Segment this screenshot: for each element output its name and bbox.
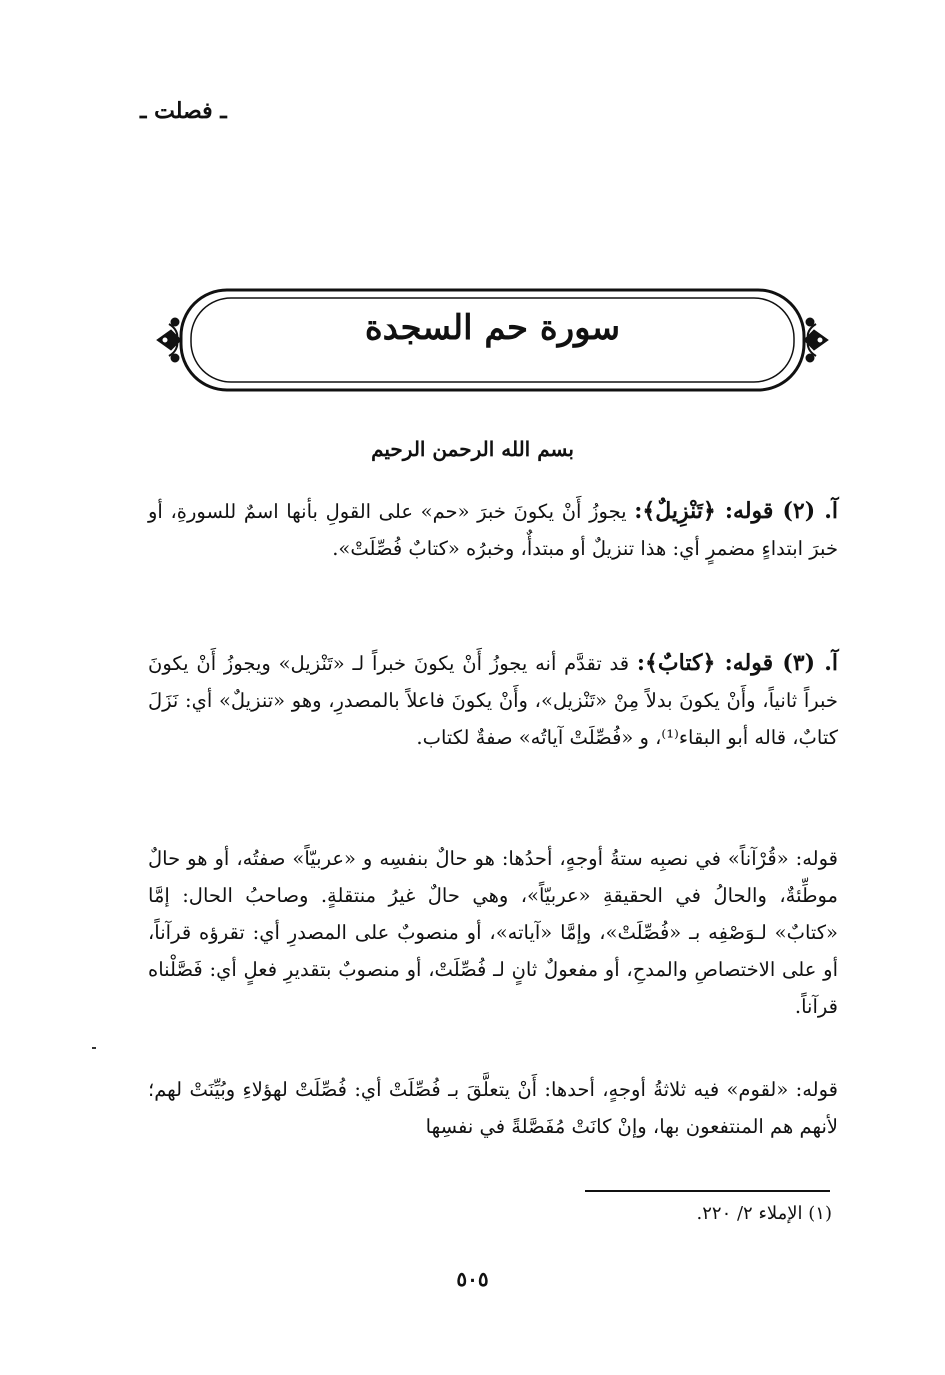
surah-title: سورة حم السجدة (364, 308, 621, 348)
paragraph-quranan (148, 840, 838, 1025)
paragraph-verse-2 (148, 493, 838, 567)
footnote-divider (585, 1190, 830, 1192)
paragraph-verse-3 (148, 645, 838, 756)
surah-title-banner (155, 286, 830, 394)
verse-lead: آ. (٣) قوله: ﴿كتابٌ﴾: (636, 650, 839, 676)
paragraph-liqawm (148, 1071, 838, 1145)
basmala: بسم الله الرحمن الرحيم (371, 437, 574, 461)
verse-lead: آ. (٢) قوله: ﴿تَنْزِيلٌ﴾: (634, 498, 839, 524)
footnote: (١) الإملاء ٢/ ٢٢٠. (696, 1203, 832, 1224)
print-speck (92, 1047, 96, 1049)
paragraph-text: قوله: «قُرْآناً» في نصبِه ستةُ أوجهٍ، أحدُها: هو حالٌ بنفسِه و «عربيّاً» صفتُه، أو هو حالٌ موطِّئةٌ، والحالُ في الحقيقةِ «عربيّاً»، وهي حالٌ غيرُ منتقلةٍ. وصاحبُ الحال: إمَّا «كتابٌ» لـوَصْفِه بـ «فُصِّلَتْ»، وإمَّا «آياته»، أو منصوبٌ على المصدرِ أي: تقرؤه قرآناً، أو على الاختصاصِ والمدحِ، أو مفعولٌ ثانٍ لـ فُصِّلَتْ، أو منصوبٌ بتقديرِ فعلٍ أي: فَصَّلْناه قرآناً. (148, 847, 838, 1018)
paragraph-text: قد تقدَّم أنه يجوزُ أَنْ يكونَ خبراً لـ «تَنْزيل» ويجوزُ أَنْ يكونَ خبراً ثانياً، وأَنْ يكونَ بدلاً مِنْ «تَنْزيل»، وأَنْ يكونَ فاعلاً بالمصدرِ، وهو «تنزيلٌ» أي: نَزَلَ كتابٌ، قاله أبو البقاء⁽¹⁾، و «فُصِّلَتْ آياتُه» صفةٌ لكتاب. (148, 652, 838, 749)
paragraph-text: يجوزُ أَنْ يكونَ خبرَ «حم» على القولِ بأنها اسمٌ للسورةِ، أو خبرَ ابتداءٍ مضمرٍ أي: هذا تنزيلٌ أو مبتدأٌ، وخبرُه «كتابٌ فُصِّلَتْ». (148, 500, 838, 560)
paragraph-text: قوله: «لقوم» فيه ثلاثةُ أوجهٍ، أحدها: أَنْ يتعلَّقَ بـ فُصِّلَتْ أي: فُصِّلَتْ لهؤلاءِ وبُيِّنَتْ لهم؛ لأنهم هم المنتفعون بها، وإنْ كانَتْ مُفَصَّلةً في نفسِها (148, 1078, 838, 1138)
page-number: ٥٠٥ (456, 1267, 489, 1291)
running-head: ـ فصلت ـ (140, 98, 227, 124)
